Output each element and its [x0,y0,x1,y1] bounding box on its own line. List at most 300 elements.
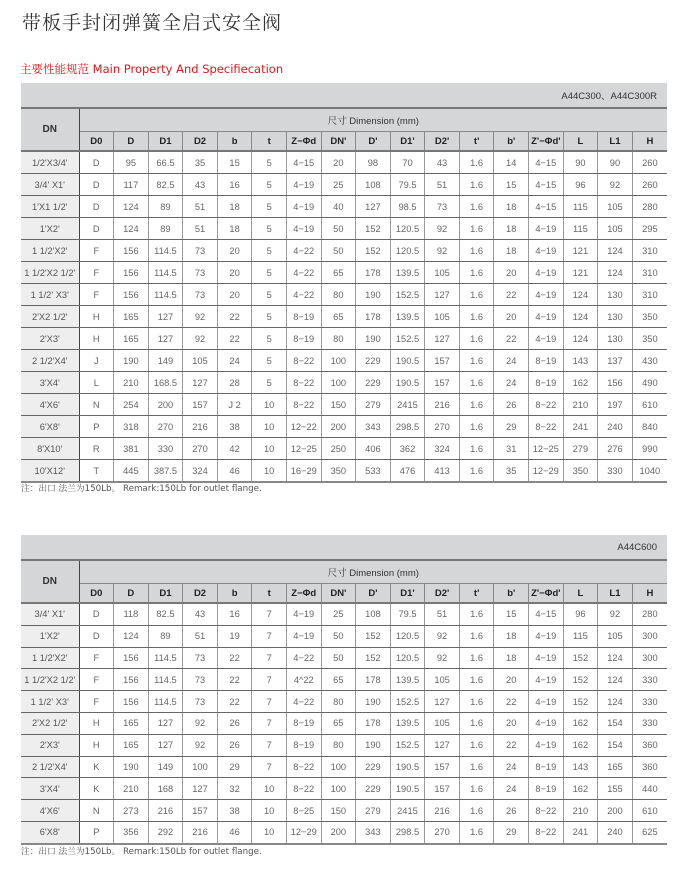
column-header: t' [459,584,494,604]
value-cell: 190.5 [390,756,425,778]
value-cell: 318 [114,416,149,438]
value-cell: 476 [390,460,425,483]
value-cell: 165 [598,756,633,778]
value-cell: 127 [148,734,183,756]
column-header: b' [494,584,529,604]
value-cell: K [79,778,114,800]
dn-header: DN [21,108,79,151]
value-cell: 143 [563,756,598,778]
value-cell: 362 [390,438,425,460]
value-cell: 295 [632,218,667,240]
value-cell: 4−19 [529,712,564,734]
value-cell: 100 [321,778,356,800]
value-cell: 115 [563,218,598,240]
value-cell: 200 [598,800,633,822]
value-cell: 127 [183,372,218,394]
value-cell: 210 [114,372,149,394]
dn-cell: 1/2'X3/4' [21,151,79,174]
value-cell: 4−19 [529,284,564,306]
table-row [21,625,667,647]
value-cell: 22 [217,691,252,713]
value-cell: 124 [563,328,598,350]
value-cell: 156 [114,669,149,691]
value-cell: 241 [563,416,598,438]
value-cell: 124 [114,625,149,647]
model-label: A44C600 [21,535,667,560]
value-cell: 4−19 [529,691,564,713]
value-cell: 20 [494,669,529,691]
column-header: b [217,584,252,604]
value-cell: 22 [217,306,252,328]
value-cell: 152.5 [390,734,425,756]
value-cell: 490 [632,372,667,394]
value-cell: 190.5 [390,372,425,394]
column-header: H [632,132,667,152]
value-cell: 15 [494,174,529,196]
value-cell: 7 [252,734,287,756]
value-cell: 24 [494,756,529,778]
value-cell: 139.5 [390,262,425,284]
value-cell: 413 [425,460,460,483]
value-cell: T [79,460,114,483]
value-cell: 32 [217,778,252,800]
value-cell: 80 [321,284,356,306]
dn-cell: 3/4' X1' [21,174,79,196]
value-cell: 15 [494,603,529,625]
value-cell: 7 [252,669,287,691]
value-cell: 1.6 [459,712,494,734]
value-cell: 43 [183,603,218,625]
value-cell: 324 [425,438,460,460]
value-cell: 200 [148,394,183,416]
table-row [21,151,667,174]
value-cell: 92 [183,328,218,350]
value-cell: J 2 [217,394,252,416]
value-cell: 152.5 [390,328,425,350]
value-cell: 1.6 [459,328,494,350]
value-cell: 440 [632,778,667,800]
value-cell: 8−19 [286,306,321,328]
column-header: D2' [425,132,460,152]
value-cell: 127 [148,712,183,734]
value-cell: 330 [148,438,183,460]
value-cell: 1.6 [459,372,494,394]
value-cell: 28 [217,372,252,394]
value-cell: 19 [217,625,252,647]
value-cell: 100 [321,350,356,372]
value-cell: 1.6 [459,603,494,625]
value-cell: 127 [148,306,183,328]
value-cell: 156 [114,240,149,262]
model-label: A44C300、A44C300R [21,83,667,108]
value-cell: 4−19 [529,328,564,350]
value-cell: 216 [148,800,183,822]
value-cell: 10 [252,800,287,822]
value-cell: 73 [183,262,218,284]
value-cell: 343 [356,821,391,843]
value-cell: 330 [632,712,667,734]
value-cell: 8−22 [529,394,564,416]
value-cell: 130 [598,284,633,306]
value-cell: 20 [494,712,529,734]
value-cell: 4−15 [529,196,564,218]
column-header: D1 [148,584,183,604]
value-cell: 89 [148,218,183,240]
table-row [21,262,667,284]
column-header: t [252,132,287,152]
value-cell: 51 [425,603,460,625]
value-cell: 12−25 [529,438,564,460]
value-cell: 50 [321,218,356,240]
value-cell: 12−29 [529,460,564,483]
value-cell: 46 [217,460,252,483]
dn-cell: 8'X10' [21,438,79,460]
value-cell: 610 [632,394,667,416]
value-cell: 4−15 [529,603,564,625]
column-header-row [21,584,667,604]
value-cell: 1.6 [459,196,494,218]
value-cell: 1.6 [459,394,494,416]
value-cell: 157 [425,372,460,394]
value-cell: 127 [425,734,460,756]
value-cell: D [79,196,114,218]
value-cell: 98 [356,151,391,174]
value-cell: 150 [321,394,356,416]
value-cell: 25 [321,174,356,196]
value-cell: 310 [632,284,667,306]
value-cell: 298.5 [390,416,425,438]
value-cell: 445 [114,460,149,483]
value-cell: 127 [425,328,460,350]
value-cell: 152 [356,625,391,647]
spec-table [21,535,667,845]
value-cell: 18 [494,625,529,647]
value-cell: 73 [183,691,218,713]
value-cell: 4−22 [286,647,321,669]
table-row [21,647,667,669]
value-cell: 4−19 [529,218,564,240]
value-cell: 96 [563,174,598,196]
value-cell: 105 [598,218,633,240]
column-header: D [114,132,149,152]
value-cell: 165 [114,712,149,734]
value-cell: 270 [148,416,183,438]
value-cell: 190.5 [390,350,425,372]
value-cell: 157 [425,756,460,778]
value-cell: 8−19 [529,756,564,778]
value-cell: 8−19 [286,328,321,350]
value-cell: 1.6 [459,800,494,822]
value-cell: 7 [252,712,287,734]
value-cell: 4−19 [529,240,564,262]
value-cell: 300 [632,647,667,669]
value-cell: 5 [252,306,287,328]
value-cell: 4−19 [286,218,321,240]
value-cell: D [79,218,114,240]
column-header: D2 [183,584,218,604]
value-cell: 139.5 [390,306,425,328]
value-cell: 156 [114,647,149,669]
value-cell: 178 [356,262,391,284]
value-cell: 4−19 [529,734,564,756]
column-header: b' [494,132,529,152]
value-cell: 330 [632,691,667,713]
value-cell: 1.6 [459,240,494,262]
value-cell: F [79,647,114,669]
value-cell: 82.5 [148,603,183,625]
value-cell: 149 [148,756,183,778]
value-cell: 40 [321,196,356,218]
value-cell: 840 [632,416,667,438]
value-cell: 165 [114,734,149,756]
column-header: L [563,132,598,152]
column-header: D1' [390,584,425,604]
value-cell: 279 [356,800,391,822]
value-cell: 8−25 [286,800,321,822]
value-cell: 8−22 [529,416,564,438]
value-cell: 16−29 [286,460,321,483]
value-cell: 381 [114,438,149,460]
value-cell: 105 [598,196,633,218]
table-row [21,218,667,240]
value-cell: 124 [598,647,633,669]
value-cell: 216 [425,800,460,822]
value-cell: 625 [632,821,667,843]
value-cell: 50 [321,647,356,669]
table-row [21,438,667,460]
value-cell: 73 [183,669,218,691]
value-cell: 73 [183,647,218,669]
value-cell: 300 [632,625,667,647]
value-cell: 105 [425,669,460,691]
value-cell: 105 [425,712,460,734]
value-cell: 149 [148,350,183,372]
value-cell: 51 [183,218,218,240]
value-cell: 7 [252,691,287,713]
value-cell: 108 [356,174,391,196]
dn-cell: 1 1/2'X2' [21,647,79,669]
value-cell: 92 [183,712,218,734]
value-cell: 152 [356,647,391,669]
value-cell: 5 [252,174,287,196]
value-cell: 95 [114,151,149,174]
value-cell: 50 [321,625,356,647]
column-header: Z'−Φd' [529,584,564,604]
dn-cell: 2 1/2'X4' [21,350,79,372]
value-cell: 279 [563,438,598,460]
value-cell: F [79,284,114,306]
dn-cell: 2 1/2'X4' [21,756,79,778]
value-cell: 162 [563,734,598,756]
value-cell: 127 [425,691,460,713]
value-cell: 65 [321,306,356,328]
column-header: b [217,132,252,152]
value-cell: J [79,350,114,372]
column-header: t' [459,132,494,152]
remark-note: 注：出口 法兰为150Lb。 Remark:150Lb for outlet flange. [21,484,262,494]
dn-cell: 3/4' X1' [21,603,79,625]
value-cell: 162 [563,372,598,394]
value-cell: 241 [563,821,598,843]
table-row [21,734,667,756]
column-header: D' [356,132,391,152]
value-cell: 130 [598,328,633,350]
value-cell: 120.5 [390,240,425,262]
value-cell: 165 [114,328,149,350]
table-row [21,691,667,713]
value-cell: 178 [356,306,391,328]
dn-cell: 1'X2' [21,625,79,647]
value-cell: 114.5 [148,284,183,306]
value-cell: 50 [321,240,356,262]
value-cell: 8−22 [286,756,321,778]
value-cell: 117 [114,174,149,196]
value-cell: 270 [425,821,460,843]
table-row [21,306,667,328]
value-cell: 260 [632,174,667,196]
value-cell: 124 [598,262,633,284]
table-row [21,603,667,625]
value-cell: K [79,756,114,778]
table-row [21,240,667,262]
column-header: t [252,584,287,604]
value-cell: 1.6 [459,625,494,647]
value-cell: 127 [183,778,218,800]
value-cell: 5 [252,328,287,350]
value-cell: 73 [183,284,218,306]
value-cell: 65 [321,669,356,691]
value-cell: 8−22 [286,394,321,416]
value-cell: 165 [114,306,149,328]
value-cell: 280 [632,196,667,218]
value-cell: 115 [563,625,598,647]
table-row [21,328,667,350]
value-cell: 4−19 [529,669,564,691]
value-cell: 70 [390,151,425,174]
value-cell: 10 [252,438,287,460]
value-cell: 90 [598,151,633,174]
value-cell: 4−22 [286,262,321,284]
dimension-header: 尺寸 Dimension (mm) [79,108,667,132]
value-cell: 22 [217,647,252,669]
value-cell: 20 [494,306,529,328]
table-row [21,350,667,372]
value-cell: 229 [356,778,391,800]
value-cell: 1.6 [459,821,494,843]
dn-cell: 2'X3' [21,734,79,756]
value-cell: 157 [183,394,218,416]
value-cell: 100 [321,372,356,394]
value-cell: 1.6 [459,756,494,778]
value-cell: 10 [252,460,287,483]
value-cell: 197 [598,394,633,416]
value-cell: 155 [598,778,633,800]
value-cell: F [79,691,114,713]
value-cell: 139.5 [390,712,425,734]
value-cell: 20 [321,151,356,174]
value-cell: D [79,174,114,196]
value-cell: D [79,151,114,174]
dn-cell: 1 1/2' X3' [21,284,79,306]
table-row [21,372,667,394]
value-cell: 270 [183,438,218,460]
value-cell: 22 [494,328,529,350]
value-cell: H [79,306,114,328]
value-cell: 8−19 [286,734,321,756]
value-cell: 273 [114,800,149,822]
value-cell: 5 [252,218,287,240]
value-cell: 79.5 [390,174,425,196]
value-cell: 154 [598,712,633,734]
value-cell: 5 [252,372,287,394]
table-row [21,196,667,218]
value-cell: 20 [494,262,529,284]
dn-cell: 3'X4' [21,778,79,800]
value-cell: 8−19 [529,350,564,372]
value-cell: 92 [598,174,633,196]
value-cell: H [79,734,114,756]
value-cell: 26 [217,734,252,756]
value-cell: 38 [217,416,252,438]
value-cell: 73 [425,196,460,218]
value-cell: 82.5 [148,174,183,196]
value-cell: 10 [252,416,287,438]
value-cell: 8−22 [529,800,564,822]
value-cell: 5 [252,262,287,284]
value-cell: 190 [356,691,391,713]
value-cell: 5 [252,151,287,174]
value-cell: 387.5 [148,460,183,483]
value-cell: 114.5 [148,647,183,669]
value-cell: 20 [217,284,252,306]
table-row [21,756,667,778]
value-cell: 124 [598,669,633,691]
value-cell: 124 [563,284,598,306]
value-cell: 1.6 [459,460,494,483]
value-cell: 1.6 [459,691,494,713]
value-cell: 120.5 [390,647,425,669]
value-cell: 66.5 [148,151,183,174]
page-title: 带板手封闭弹簧全启式安全阀 [22,12,283,34]
value-cell: 152 [356,240,391,262]
value-cell: 4−15 [529,174,564,196]
value-cell: 25 [321,603,356,625]
value-cell: 143 [563,350,598,372]
value-cell: 168 [148,778,183,800]
value-cell: 1.6 [459,151,494,174]
column-header: L [563,584,598,604]
value-cell: 350 [632,328,667,350]
value-cell: 18 [494,647,529,669]
value-cell: 5 [252,240,287,262]
value-cell: 279 [356,394,391,416]
dn-cell: 1 1/2'X2 1/2' [21,262,79,284]
value-cell: 29 [217,756,252,778]
value-cell: 51 [183,196,218,218]
value-cell: 139.5 [390,669,425,691]
value-cell: 115 [563,196,598,218]
value-cell: 190 [356,284,391,306]
value-cell: 350 [632,306,667,328]
value-cell: 190 [114,756,149,778]
value-cell: 100 [183,756,218,778]
value-cell: 190.5 [390,778,425,800]
value-cell: 26 [217,712,252,734]
value-cell: 51 [425,174,460,196]
value-cell: 254 [114,394,149,416]
column-header: Z−Φd [286,584,321,604]
value-cell: 178 [356,669,391,691]
